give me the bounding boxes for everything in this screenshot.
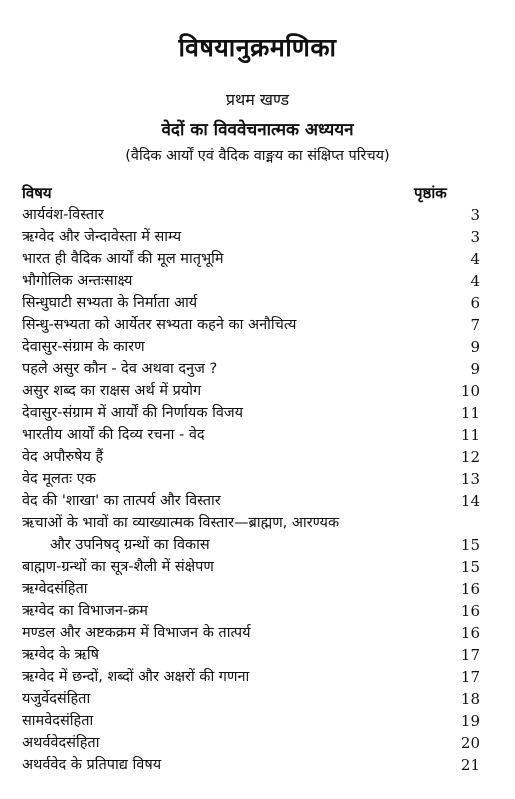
toc-entry-page-number: 21 (460, 756, 480, 774)
toc-entry-title-line: असुर शब्द का राक्षस अर्थ में प्रयोग (22, 383, 202, 399)
toc-entry-title-line: अथर्ववेदसंहिता (22, 735, 100, 751)
toc-entry-title (22, 336, 442, 358)
toc-entry-page-number: 17 (460, 668, 480, 686)
toc-entry (22, 402, 492, 424)
toc-entry-page-number: 7 (470, 316, 480, 334)
toc-entry-title-line: भारत ही वैदिक आर्यों की मूल मातृभूमि (22, 251, 224, 267)
toc-entry-page-number: 9 (470, 360, 480, 378)
toc-entry-title-line: देवासुर-संग्राम में आर्यों की निर्णायक विजय (22, 405, 244, 421)
toc-entry-page-number: 11 (460, 404, 480, 422)
toc-entry-page-number: 4 (470, 272, 480, 290)
toc-entry-title (22, 732, 442, 754)
toc-entry-title (22, 688, 442, 710)
toc-entry (22, 512, 492, 556)
toc-entry-title (22, 556, 442, 578)
toc-entry-page-number: 15 (460, 558, 480, 576)
toc-entry-page-number: 3 (470, 228, 480, 246)
toc-entry-title (22, 754, 442, 776)
toc-entry-title-line: यजुर्वेदसंहिता (22, 691, 91, 707)
toc-entry (22, 688, 492, 710)
subtitle-note: (वैदिक आर्यों एवं वैदिक वाङ्मय का संक्षिप्त परिचय) (125, 148, 390, 164)
toc-entry-title (22, 270, 442, 292)
toc-entry-title-line: वेद की 'शाखा' का तात्पर्य और विस्तार (22, 493, 221, 509)
toc-entry-title-line: पहले असुर कौन - देव अथवा दनुज ? (22, 361, 218, 377)
toc-entry-title (22, 490, 442, 512)
toc-entry (22, 270, 492, 292)
toc-entry-page-number: 13 (460, 470, 480, 488)
toc-entry-title (22, 468, 442, 490)
page-title: विषयानुक्रमणिका (178, 33, 337, 62)
toc-entry-title (22, 226, 442, 248)
toc-entry-title-line: मण्डल और अष्टकक्रम में विभाजन के तात्पर्य (22, 625, 251, 641)
toc-entry-title (22, 380, 442, 402)
toc-entry-title-line: वेद अपौरुषेय हैं (22, 449, 104, 465)
toc-entry-page-number: 16 (460, 580, 480, 598)
toc-entry-title-continuation: और उपनिषद् ग्रन्थों का विकास (50, 537, 210, 553)
toc-entry (22, 358, 492, 380)
toc-entry-title (22, 248, 442, 270)
toc-entry-title-line: ऋग्वेद में छन्दों, शब्दों और अक्षरों की गणना (22, 669, 250, 685)
toc-entry-title-line: अथर्ववेद के प्रतिपाद्य विषय (22, 757, 162, 773)
toc-entry-title-line: ऋचाओं के भावों का व्याख्यात्मक विस्तार—ब्राह्मण, आरण्यक (22, 515, 340, 531)
toc-entry-title-line: सिन्धु-सभ्यता को आर्येतर सभ्यता कहने का अनौचित्य (22, 317, 297, 333)
toc-entry-page-number: 15 (460, 536, 480, 554)
toc-entry-page-number: 18 (460, 690, 480, 708)
toc-entry-title (22, 578, 442, 600)
toc-entry-title (22, 710, 442, 732)
toc-entry (22, 314, 492, 336)
toc-entry-title (22, 402, 442, 424)
table-of-contents (22, 204, 492, 776)
toc-entry-title (22, 292, 442, 314)
toc-entry (22, 490, 492, 512)
toc-entry (22, 732, 492, 754)
toc-entry-title-line: ऋग्वेद का विभाजन-क्रम (22, 603, 148, 619)
toc-entry-title (22, 644, 442, 666)
toc-entry-page-number: 12 (460, 448, 480, 466)
toc-entry-page-number: 16 (460, 624, 480, 642)
toc-entry-page-number: 20 (460, 734, 480, 752)
toc-entry (22, 754, 492, 776)
toc-entry-title (22, 446, 442, 468)
toc-entry (22, 644, 492, 666)
toc-entry-page-number: 10 (460, 382, 480, 400)
toc-entry-title (22, 424, 442, 446)
toc-entry-title (22, 204, 442, 226)
section-subtitle: वेदों का विववेचनात्मक अध्ययन (161, 120, 354, 140)
toc-entry-title-line: ऋग्वेदसंहिता (22, 581, 88, 597)
toc-entry-page-number: 17 (460, 646, 480, 664)
toc-entry-page-number: 11 (460, 426, 480, 444)
toc-entry-title-line: ऋग्वेद और जेन्दावेस्ता में साम्य (22, 229, 182, 245)
toc-entry-page-number: 9 (470, 338, 480, 356)
toc-entry (22, 710, 492, 732)
toc-entry-title-line: सिन्धुघाटी सभ्यता के निर्माता आर्य (22, 295, 198, 311)
toc-entry (22, 226, 492, 248)
toc-entry-title-line: वेद मूलतः एक (22, 471, 96, 487)
toc-entry (22, 336, 492, 358)
toc-entry (22, 380, 492, 402)
toc-entry-title (22, 512, 442, 556)
toc-entry-title (22, 358, 442, 380)
toc-entry (22, 248, 492, 270)
toc-entry (22, 556, 492, 578)
toc-entry-title-line: देवासुर-संग्राम के कारण (22, 339, 145, 355)
toc-entry-title (22, 314, 442, 336)
section-heading: प्रथम खण्ड (225, 90, 290, 109)
toc-entry-page-number: 14 (460, 492, 480, 510)
toc-entry-title-line: ऋग्वेद के ऋषि (22, 647, 100, 663)
toc-entry (22, 600, 492, 622)
toc-entry (22, 622, 492, 644)
toc-entry-page-number: 4 (470, 250, 480, 268)
toc-entry-title-line: बाह्मण-ग्रन्थों का सूत्र-शैली में संक्षेपण (22, 559, 214, 575)
page-column-header: पृष्ठांक (414, 184, 447, 202)
toc-entry (22, 468, 492, 490)
toc-entry-title-line: आर्यवंश-विस्तार (22, 207, 104, 223)
toc-entry (22, 292, 492, 314)
toc-entry-page-number: 3 (470, 206, 480, 224)
toc-entry-title-line: भारतीय आर्यों की दिव्य रचना - वेद (22, 427, 205, 443)
toc-entry (22, 578, 492, 600)
toc-entry-title-line: सामवेदसंहिता (22, 713, 94, 729)
toc-entry-page-number: 19 (460, 712, 480, 730)
toc-entry (22, 666, 492, 688)
subject-column-header: विषय (22, 184, 52, 202)
toc-entry-title (22, 622, 442, 644)
toc-entry-title (22, 666, 442, 688)
toc-entry-page-number: 16 (460, 602, 480, 620)
toc-entry-title-line: भौगोलिक अन्तःसाक्ष्य (22, 273, 133, 289)
toc-entry (22, 204, 492, 226)
toc-entry-title (22, 600, 442, 622)
toc-entry-page-number: 6 (470, 294, 480, 312)
toc-entry (22, 446, 492, 468)
toc-entry (22, 424, 492, 446)
